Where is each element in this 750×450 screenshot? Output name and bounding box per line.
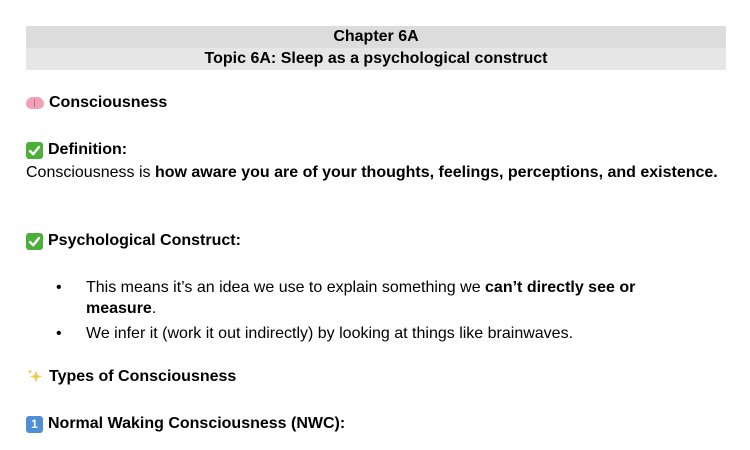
consciousness-title: Consciousness xyxy=(49,94,168,111)
bullet-dot: • xyxy=(56,325,62,342)
topic-heading: Topic 6A: Sleep as a psychological construct xyxy=(26,48,726,70)
construct-heading xyxy=(26,231,241,251)
construct-title: Psychological Construct: xyxy=(48,232,241,249)
number-one-icon: 1 xyxy=(26,416,43,433)
definition-text xyxy=(26,162,726,184)
list-item xyxy=(56,323,696,344)
bullet-1-bold: can’t directly see or measure xyxy=(86,279,636,317)
nwc-heading xyxy=(26,414,345,434)
types-title: Types of Consciousness xyxy=(49,368,237,385)
check-icon xyxy=(26,233,43,250)
definition-title: Definition: xyxy=(48,141,128,158)
types-heading xyxy=(26,367,236,387)
bullet-dot: • xyxy=(56,279,62,296)
bullet-1-pre: This means it’s an idea we use to explain something we xyxy=(86,279,486,296)
nwc-title: Normal Waking Consciousness (NWC): xyxy=(48,415,346,432)
bullet-1-post: . xyxy=(151,300,157,317)
list-item xyxy=(56,277,696,319)
definition-heading xyxy=(26,140,127,160)
consciousness-heading xyxy=(26,93,167,113)
bullet-2-text: We infer it (work it out indirectly) by looking at things like brainwaves. xyxy=(86,325,574,342)
chapter-heading: Chapter 6A xyxy=(26,26,726,48)
sparkle-icon xyxy=(26,368,44,386)
check-icon xyxy=(26,142,43,159)
construct-bullet-list xyxy=(56,277,696,348)
definition-text-plain: Consciousness is xyxy=(26,164,155,181)
definition-text-bold: how aware you are of your thoughts, feelings, perceptions, and existence. xyxy=(154,164,718,181)
brain-icon xyxy=(26,97,44,109)
